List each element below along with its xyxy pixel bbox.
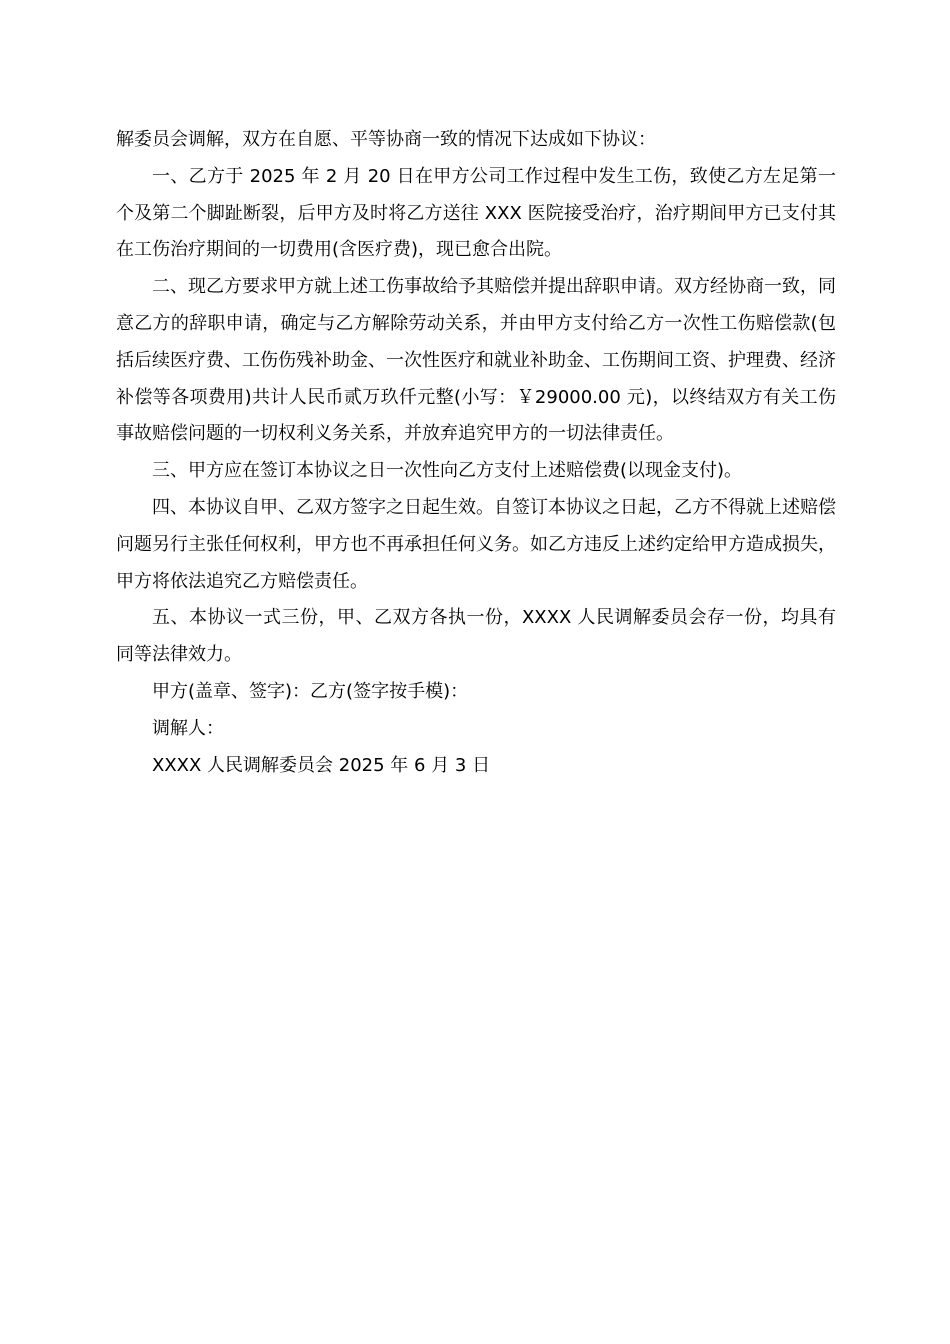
mediator-line: 调解人： xyxy=(152,717,224,739)
clause-three: 三、甲方应在签订本协议之日一次性向乙方支付上述赔偿费(以现金支付)。 xyxy=(152,460,743,482)
clause-one: 一、乙方于 2025 年 2 月 20 日在甲方公司工作过程中发生工伤，致使乙方左足第一个及第二个脚趾断裂，后甲方及时将乙方送往 XXX 医院接受治疗，治疗期间甲方已支付其在工伤治疗期间的一切费用(含医疗费)，现已愈合出院。 xyxy=(116,165,836,261)
committee-date-line: XXXX 人民调解委员会 2025 年 6 月 3 日 xyxy=(152,754,491,776)
clause-two: 二、现乙方要求甲方就上述工伤事故给予其赔偿并提出辞职申请。双方经协商一致，同意乙方的辞职申请，确定与乙方解除劳动关系，并由甲方支付给乙方一次性工伤赔偿款(包括后续医疗费、工伤伤残补助金、一次性医疗和就业补助金、工伤期间工资、护理费、经济补偿等各项费用)共计人民币贰万玖仟元整(小写：￥29000.00 元)，以终结双方有关工伤事故赔偿问题的一切权利义务关系，并放弃追究甲方的一切法律责任。 xyxy=(116,276,836,445)
clause-five: 五、本协议一式三份，甲、乙双方各执一份，XXXX 人民调解委员会存一份，均具有同等法律效力。 xyxy=(116,607,836,666)
signature-line: 甲方(盖章、签字)：乙方(签字按手模)： xyxy=(152,680,469,702)
intro-paragraph: 解委员会调解，双方在自愿、平等协商一致的情况下达成如下协议： xyxy=(116,129,656,150)
clause-four: 四、本协议自甲、乙双方签字之日起生效。自签订本协议之日起，乙方不得就上述赔偿问题另行主张任何权利，甲方也不再承担任何义务。如乙方违反上述约定给甲方造成损失，甲方将依法追究乙方赔偿责任。 xyxy=(116,496,836,592)
agreement-body xyxy=(116,122,836,784)
